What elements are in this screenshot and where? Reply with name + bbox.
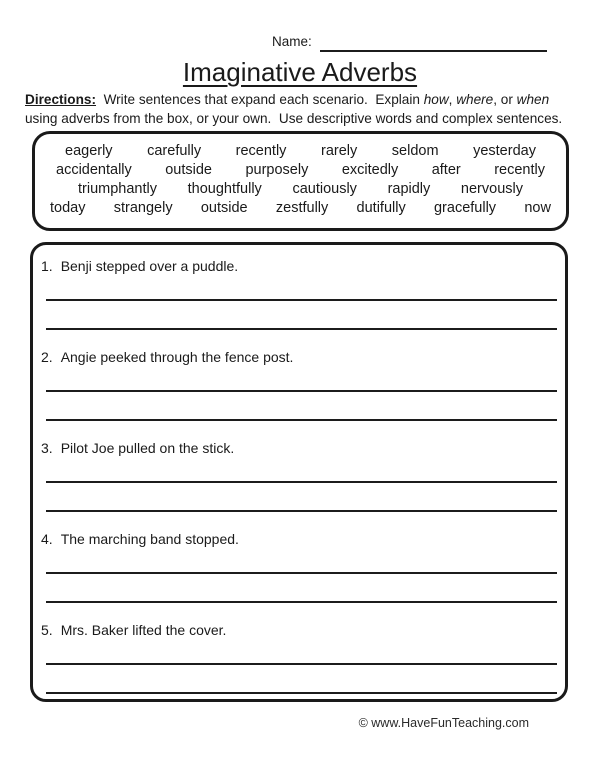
name-field-label: Name: — [272, 34, 312, 49]
scenario-sentence — [41, 439, 555, 457]
scenario-number: 5. — [41, 622, 53, 638]
directions-text: , — [448, 92, 457, 107]
scenario-list — [30, 242, 568, 702]
scenario-sentence — [41, 348, 555, 366]
scenario-text: Mrs. Baker lifted the cover. — [60, 622, 227, 638]
scenario-number: 4. — [41, 531, 53, 547]
scenario-item — [33, 257, 565, 330]
adverb-word: rarely — [320, 143, 358, 159]
name-blank-line — [320, 50, 547, 52]
adverb-word: purposely — [245, 162, 309, 178]
word-bank-row — [35, 142, 566, 161]
adverb-word: recently — [235, 143, 287, 159]
word-bank-row — [35, 199, 566, 218]
adverb-word: yesterday — [473, 143, 536, 159]
adverb-word: eagerly — [65, 143, 113, 159]
adverb-word-bank — [32, 131, 569, 231]
scenario-number: 3. — [41, 440, 53, 456]
adverb-word: seldom — [391, 143, 439, 159]
adverb-word: dutifully — [356, 200, 406, 216]
directions-text: using adverbs from the box, or your own. Use descriptive words and complex sentences. — [25, 92, 563, 126]
adverb-word: zestfully — [275, 200, 329, 216]
answer-line — [46, 510, 557, 512]
scenario-number: 2. — [41, 349, 53, 365]
footer-credit: © www.HaveFunTeaching.com — [358, 716, 529, 730]
adverb-word: outside — [165, 162, 212, 178]
adverb-word: gracefully — [433, 200, 497, 216]
scenario-text: Pilot Joe pulled on the stick. — [60, 440, 235, 456]
adverb-word: thoughtfully — [187, 181, 262, 197]
adverb-word: outside — [200, 200, 248, 216]
answer-line — [46, 328, 557, 330]
adverb-word: excitedly — [341, 162, 399, 178]
scenario-item — [33, 439, 565, 512]
adverb-word: carefully — [147, 143, 202, 159]
answer-line — [46, 692, 557, 694]
directions-italic-when: when — [516, 92, 550, 107]
directions — [25, 91, 577, 128]
answer-line — [46, 481, 557, 483]
adverb-word: triumphantly — [78, 181, 157, 197]
answer-line — [46, 663, 557, 665]
scenario-text: Benji stepped over a puddle. — [60, 258, 239, 274]
adverb-word: now — [524, 200, 551, 216]
adverb-word: rapidly — [387, 181, 431, 197]
directions-text: Write sentences that expand each scenario. Explain — [96, 92, 424, 107]
word-bank-row — [35, 180, 566, 199]
adverb-word: after — [431, 162, 461, 178]
answer-line — [46, 419, 557, 421]
answer-line — [46, 572, 557, 574]
answer-line — [46, 390, 557, 392]
adverb-word: nervously — [460, 181, 523, 197]
scenario-item — [33, 530, 565, 603]
scenario-text: Angie peeked through the fence post. — [60, 349, 294, 365]
scenario-text: The marching band stopped. — [60, 531, 239, 547]
adverb-word: strangely — [113, 200, 173, 216]
answer-line — [46, 299, 557, 301]
scenario-number: 1. — [41, 258, 53, 274]
scenario-sentence — [41, 257, 555, 275]
page-title: Imaginative Adverbs — [182, 57, 418, 87]
adverb-word: accidentally — [56, 162, 132, 178]
word-bank-row — [35, 161, 566, 180]
scenario-sentence — [41, 621, 555, 639]
adverb-word: recently — [494, 162, 545, 178]
directions-italic-how: how — [423, 92, 449, 107]
scenario-sentence — [41, 530, 555, 548]
directions-label: Directions: — [25, 92, 97, 107]
answer-line — [46, 601, 557, 603]
directions-text: , or — [493, 92, 517, 107]
adverb-word: today — [50, 200, 86, 216]
scenario-item — [33, 621, 565, 694]
scenario-item — [33, 348, 565, 421]
adverb-word: cautiously — [292, 181, 357, 197]
directions-italic-where: where — [456, 92, 494, 107]
